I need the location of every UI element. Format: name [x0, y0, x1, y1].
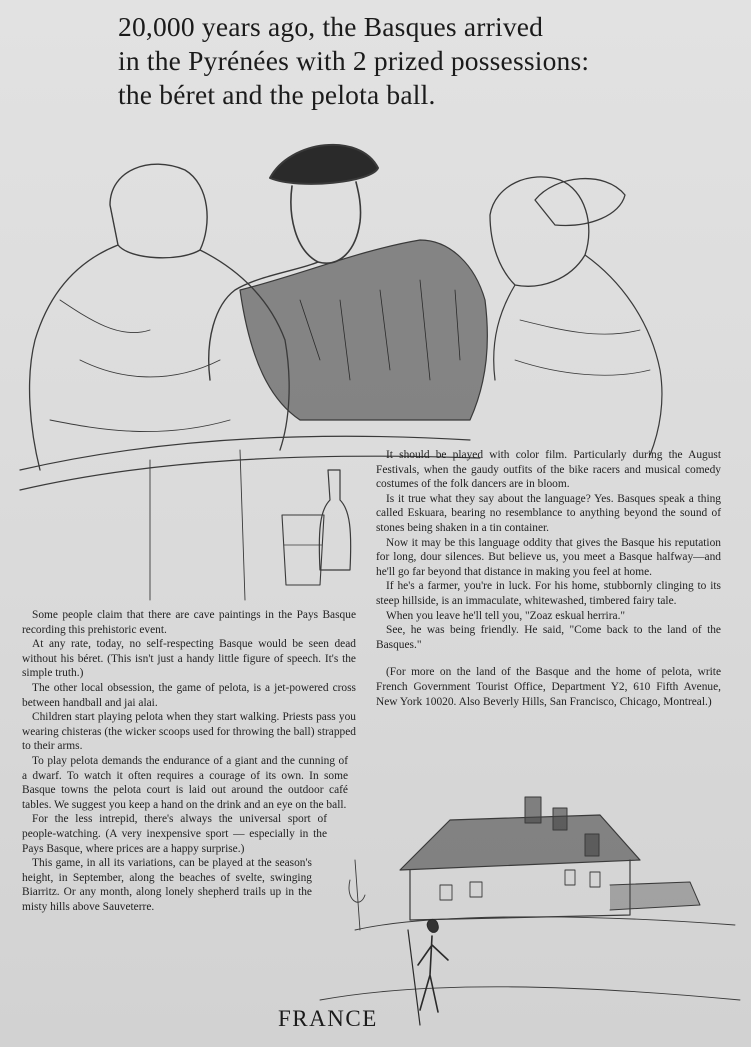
body-paragraph: Is it true what they say about the language? Yes. Basques speak a thing called Eskuara, bearing no resemblance to anything beyond the sound of stones being shaken in a tin container.: [376, 492, 721, 534]
body-paragraph: At any rate, today, no self-respecting Basque would be seen dead without his béret. (This isn't just a handy little figure of speech. It's the simple truth.): [22, 638, 356, 680]
body-paragraph: To play pelota demands the endurance of a giant and the cunning of a dwarf. To watch it often requires a courage of its own. In some Basque towns the pelota court is laid out around the outdoor café tables. We suggest you keep a hand on the drink and an eye on the ball.: [22, 754, 348, 811]
contact-paragraph: (For more on the land of the Basque and the home of pelota, write French Government Tourist Office, Department Y2, 610 Fifth Avenue, New York 10020. Also Beverly Hills, San Francisco, Chicago, Montreal.): [376, 666, 721, 708]
right-figure-head-sketch: [490, 177, 589, 286]
hat-sketch: [535, 179, 625, 226]
body-paragraph: For the less intrepid, there's always the universal sport of people-watching. (A very inexpensive sport — especially in the Pays Basque, where prices are a happy surprise.): [22, 813, 327, 855]
body-paragraph: The other local obsession, the game of pelota, is a jet-powered cross between handball and jai alai.: [22, 681, 356, 709]
brand-signature: FRANCE: [278, 1006, 378, 1031]
body-paragraph: Children start playing pelota when they start walking. Priests pass you wearing chisteras (the wicker scoops used for throwing the ball) strapped to their arms.: [22, 711, 356, 753]
beret-sketch: [270, 145, 378, 184]
farmhouse-sketch: [320, 797, 740, 1000]
headline-line-1: 20,000 years ago, the Basques arrived: [118, 11, 544, 42]
body-text-right-column: [376, 448, 721, 709]
face-sketch: [291, 182, 361, 263]
body-paragraph: If he's a farmer, you're in luck. For his home, stubbornly clinging to its steep hillside, is an immaculate, whitewashed, timbered fairy tale.: [376, 580, 721, 607]
headline-line-2: in the Pyrénées with 2 prized possessions:: [118, 45, 590, 76]
headline-line-3: the béret and the pelota ball.: [118, 79, 436, 110]
body-paragraph: When you leave he'll tell you, "Zoaz eskual herrira.": [386, 609, 626, 622]
shepherd-figure-sketch: [408, 919, 448, 1025]
back-head-sketch: [110, 164, 207, 258]
body-paragraph: This game, in all its variations, can be played at the season's height, in September, along the beaches of svelte, swinging Biarritz. Or any month, along lonely shepherd trails up in the misty hills above Sauveterre.: [22, 857, 312, 913]
body-paragraph: It should be played with color film. Particularly during the August Festivals, when the gaudy outfits of the bike racers and musical comedy costumes of the folk dancers are in bloom.: [376, 449, 721, 491]
sweater-sketch: [240, 240, 487, 420]
body-paragraph: Some people claim that there are cave paintings in the Pays Basque recording this prehistoric event.: [22, 609, 356, 636]
body-text-left-column: [22, 608, 356, 914]
body-paragraph: Now it may be this language oddity that gives the Basque his reputation for long, dour silences. But believe us, you meet a Basque halfway—and he'll go far beyond that distance in making you feel at home.: [376, 536, 721, 578]
glass-sketch: [282, 515, 324, 585]
body-paragraph: See, he was being friendly. He said, "Come back to the land of the Basques.": [376, 624, 721, 651]
